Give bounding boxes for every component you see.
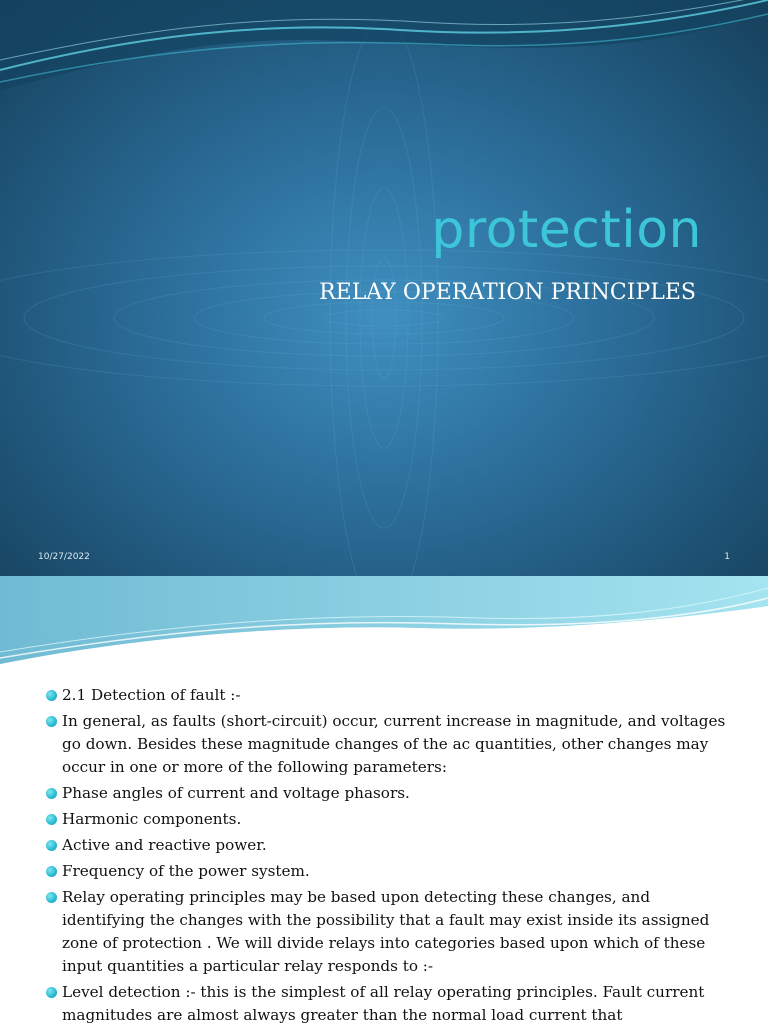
- bullet-text: Relay operating principles may be based upon detecting these changes, and identifying the changes with the possibility that a fault may exist inside its assigned zone of protection . We will divide relays into categories based upon which of these input quantities a particular relay responds to :-: [62, 888, 710, 975]
- slide-date: 10/27/2022: [38, 552, 90, 562]
- top-wave-decoration-2: [0, 576, 768, 676]
- top-wave-decoration: [0, 0, 768, 120]
- slide-subtitle: RELAY OPERATION PRINCIPLES: [319, 280, 696, 305]
- list-item: [46, 981, 726, 1024]
- bullet-text: Frequency of the power system.: [62, 862, 310, 880]
- bullet-text: Harmonic components.: [62, 810, 242, 828]
- bullet-icon: [46, 987, 57, 998]
- bullet-icon: [46, 788, 57, 799]
- content-slide: [0, 576, 768, 1024]
- list-item: [46, 684, 726, 707]
- bullet-list: [46, 684, 726, 1024]
- bullet-text: In general, as faults (short-circuit) occur, current increase in magnitude, and voltages go down. Besides these magnitude changes of the ac quantities, other changes may occur in one or more of the following parameters:: [62, 712, 726, 776]
- slide-page-number: 1: [724, 552, 730, 562]
- list-item: [46, 710, 726, 779]
- bullet-icon: [46, 690, 57, 701]
- bullet-text: Active and reactive power.: [62, 836, 267, 854]
- bullet-icon: [46, 716, 57, 727]
- list-item: [46, 860, 726, 883]
- bullet-text: Phase angles of current and voltage phasors.: [62, 784, 410, 802]
- list-item: [46, 808, 726, 831]
- bullet-text: Level detection :- this is the simplest of all relay operating principles. Fault current magnitudes are almost always greater than the normal load current that: [62, 983, 705, 1024]
- bullet-icon: [46, 866, 57, 877]
- list-item: [46, 886, 726, 978]
- slide-title: protection: [431, 200, 702, 260]
- bullet-icon: [46, 840, 57, 851]
- bullet-icon: [46, 814, 57, 825]
- bullet-text: 2.1 Detection of fault :-: [62, 686, 241, 704]
- bullet-icon: [46, 892, 57, 903]
- list-item: [46, 782, 726, 805]
- list-item: [46, 834, 726, 857]
